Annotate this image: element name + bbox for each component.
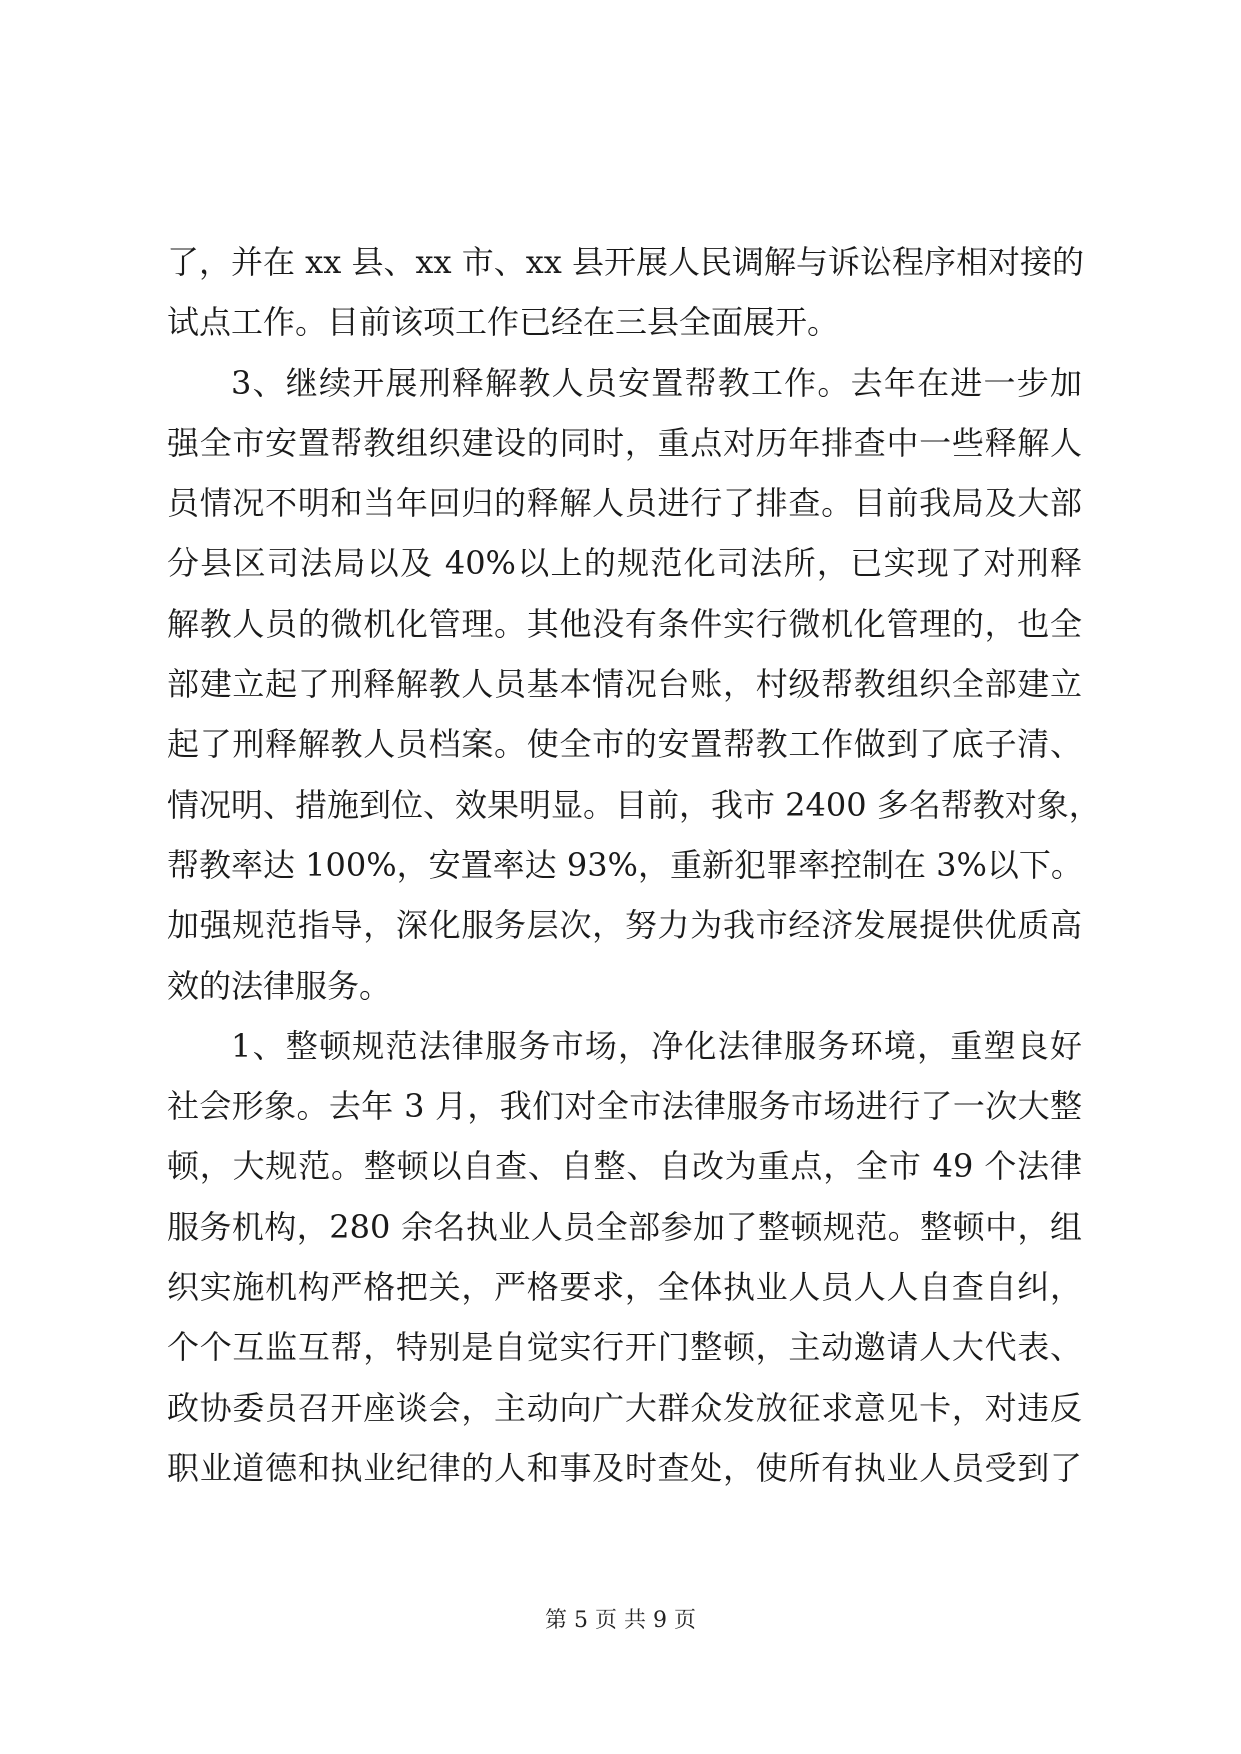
text-line: 部建立起了刑释解教人员基本情况台账，村级帮教组织全部建立 [167, 665, 1082, 704]
text-line: 试点工作。目前该项工作已经在三县全面展开。 [167, 303, 840, 342]
page-number-footer: 第 5 页 共 9 页 [545, 1608, 696, 1633]
text-line: 政协委员召开座谈会，主动向广大群众发放征求意见卡，对违反 [167, 1388, 1082, 1427]
paragraph-start-line: 3、继续开展刑释解教人员安置帮教工作。去年在进一步加 [231, 363, 1082, 402]
text-line: 效的法律服务。 [167, 966, 392, 1005]
text-line: 职业道德和执业纪律的人和事及时查处，使所有执业人员受到了 [167, 1448, 1082, 1487]
text-line: 服务机构，280 余名执业人员全部参加了整顿规范。整顿中，组 [167, 1207, 1082, 1246]
text-line: 强全市安置帮教组织建设的同时，重点对历年排查中一些释解人 [167, 423, 1082, 462]
text-line: 分县区司法局以及 40%以上的规范化司法所，已实现了对刑释 [167, 544, 1082, 583]
text-line: 起了刑释解教人员档案。使全市的安置帮教工作做到了底子清、 [167, 725, 1082, 764]
document-body [167, 232, 1101, 1498]
text-line: 社会形象。去年 3 月，我们对全市法律服务市场进行了一次大整 [167, 1087, 1082, 1126]
paragraph-start-line: 1、整顿规范法律服务市场，净化法律服务环境，重塑良好 [231, 1026, 1082, 1065]
text-line: 解教人员的微机化管理。其他没有条件实行微机化管理的，也全 [167, 604, 1082, 643]
text-line: 个个互监互帮，特别是自觉实行开门整顿，主动邀请人大代表、 [167, 1328, 1082, 1367]
text-line: 帮教率达 100%，安置率达 93%，重新犯罪率控制在 3%以下。 [167, 845, 1083, 884]
text-line: 了，并在 xx 县、xx 市、xx 县开展人民调解与诉讼程序相对接的 [167, 243, 1084, 281]
text-line: 顿，大规范。整顿以自查、自整、自改为重点，全市 49 个法律 [167, 1147, 1082, 1186]
text-line: 织实施机构严格把关，严格要求，全体执业人员人人自查自纠， [167, 1268, 1082, 1307]
text-line: 情况明、措施到位、效果明显。目前，我市 2400 多名帮教对象， [167, 785, 1101, 824]
text-line: 员情况不明和当年回归的释解人员进行了排查。目前我局及大部 [167, 484, 1082, 523]
text-line: 加强规范指导，深化服务层次，努力为我市经济发展提供优质高 [167, 906, 1082, 945]
